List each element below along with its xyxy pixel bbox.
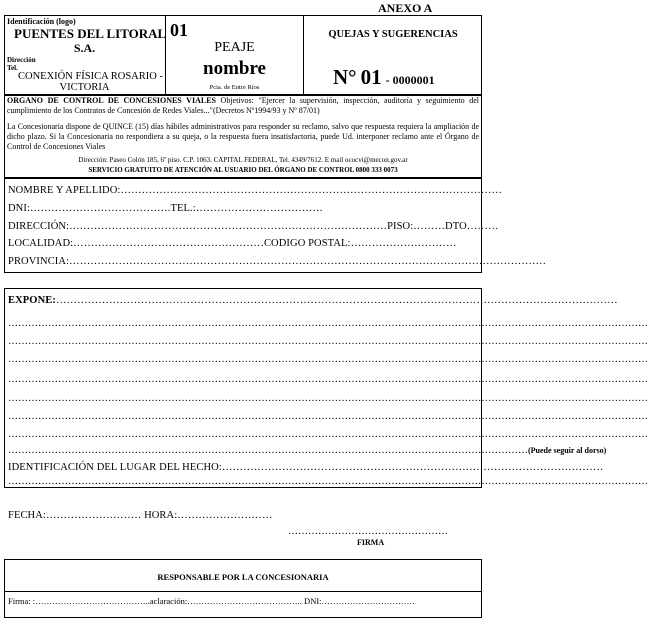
- province: Pcia. de Entre Ríos: [209, 84, 260, 91]
- responsible-divider: [4, 591, 482, 592]
- responsible-box: [4, 559, 482, 618]
- number-suffix: - 0000001: [385, 73, 435, 87]
- form-number: [333, 65, 435, 90]
- expone-line-3[interactable]: …………………………………………………………………………………………………………………………………………………………………………: [8, 354, 648, 365]
- localidad-field[interactable]: LOCALIDAD:………………………………………………CODIGO POSTAL:…………………………: [8, 238, 457, 249]
- connection-line-2: VICTORIA: [59, 82, 110, 93]
- peaje-label: PEAJE: [214, 40, 255, 55]
- company-suffix: S.A.: [73, 41, 96, 55]
- direccion-field[interactable]: DIRECCIÓN:………………………………………………………………………………PISO:………DTO………: [8, 221, 499, 232]
- control-address: Dirección: Paseo Colón 185, 6º piso. C.P. 1063. CAPITAL FEDERAL, Tel. 4349/7612. E mail ococvi@mecon.gov.ar: [78, 156, 408, 164]
- firma-label: FIRMA: [357, 538, 385, 547]
- expone-label: EXPONE:: [8, 295, 56, 306]
- free-service: SERVICIO GRATUITO DE ATENCIÓN AL USUARIO DEL ÓRGANO DE CONTROL 0800 333 0073: [88, 166, 398, 174]
- fecha-hora-field[interactable]: FECHA:……………………… HORA:………………………: [8, 510, 273, 521]
- responsible-title: RESPONSABLE POR LA CONCESIONARIA: [157, 572, 329, 582]
- dni-tel-field[interactable]: DNI:………………………………….TEL.:………………………………: [8, 203, 323, 214]
- organ-paragraph: [7, 96, 479, 116]
- peaje-code: 01: [170, 20, 188, 40]
- id-logo-label: Identificación (logo): [7, 17, 76, 26]
- connection-line-1: CONEXIÓN FÍSICA ROSARIO -: [18, 71, 163, 82]
- signature-line[interactable]: …………………………………………: [288, 526, 448, 537]
- expone-line-6[interactable]: …………………………………………………………………………………………………………………………………………………………………………: [8, 411, 648, 422]
- responsible-line[interactable]: Firma: :…………………………………..aclaración:………………………………….. DNI:……………………………: [8, 596, 416, 606]
- place-line[interactable]: …………………………………………………………………………………………………………………………………………………………………………: [8, 476, 648, 487]
- complaints-title: QUEJAS Y SUGERENCIAS: [328, 29, 458, 40]
- company-name: PUENTES DEL LITORAL: [14, 26, 167, 41]
- header-divider-2: [303, 15, 304, 95]
- direccion-label: Dirección: [7, 56, 36, 64]
- expone-dots: ……………………………………………………………………………………………………………………………………………: [55, 295, 618, 306]
- expone-line-7[interactable]: …………………………………………………………………………………………………………………………………………………………………………: [8, 429, 648, 440]
- tel-label: Tel.: [7, 64, 18, 72]
- provincia-field[interactable]: PROVINCIA:………………………………………………………………………………………………………………………: [8, 256, 547, 267]
- expone-line-1[interactable]: …………………………………………………………………………………………………………………………………………………………………………: [8, 318, 648, 329]
- number-main: 01: [360, 65, 382, 89]
- expone-line-5[interactable]: …………………………………………………………………………………………………………………………………………………………………………: [8, 393, 648, 404]
- peaje-name: nombre: [203, 58, 266, 79]
- number-prefix: N°: [333, 65, 357, 89]
- organ-objectives: Objetivos: "Ejercer la supervisión, inspección, auditoría y seguimiento del cumplimiento de los Contratos de Concesión de Redes Viales..."(Decretos Nº1994/93 y Nº 87/01): [7, 96, 479, 115]
- organ-title: ORGANO DE CONTROL DE CONCESIONES VIALES: [7, 96, 216, 105]
- annex-label: ANEXO A: [378, 1, 433, 15]
- expone-continue-line[interactable]: [8, 445, 607, 456]
- expone-line-2[interactable]: …………………………………………………………………………………………………………………………………………………………………………: [8, 336, 648, 347]
- place-field[interactable]: IDENTIFICACIÓN DEL LUGAR DEL HECHO:………………………………………………………………………………………………: [8, 462, 604, 473]
- expone-line-4[interactable]: …………………………………………………………………………………………………………………………………………………………………………: [8, 374, 648, 385]
- nombre-field[interactable]: NOMBRE Y APELLIDO:………………………………………………………………………………………………: [8, 185, 503, 196]
- continue-note: (Puede seguir al dorso): [528, 446, 607, 455]
- continue-dots: …………………………………………………………………………………………………………………………………………: [8, 445, 528, 456]
- concession-paragraph: La Concesionaria dispone de QUINCE (15) días hábiles administrativos para responder su reclamo, salvo que respuesta requiera la ampliación de dicho plazo. Si la Concesionaria no respondiera a su queja, o la respuesta fuera insatisfactoria, puede Ud. interponer reclamo ante el Órgano de Control de Concesiones Viales: [7, 122, 479, 151]
- expone-first-line[interactable]: [8, 295, 618, 306]
